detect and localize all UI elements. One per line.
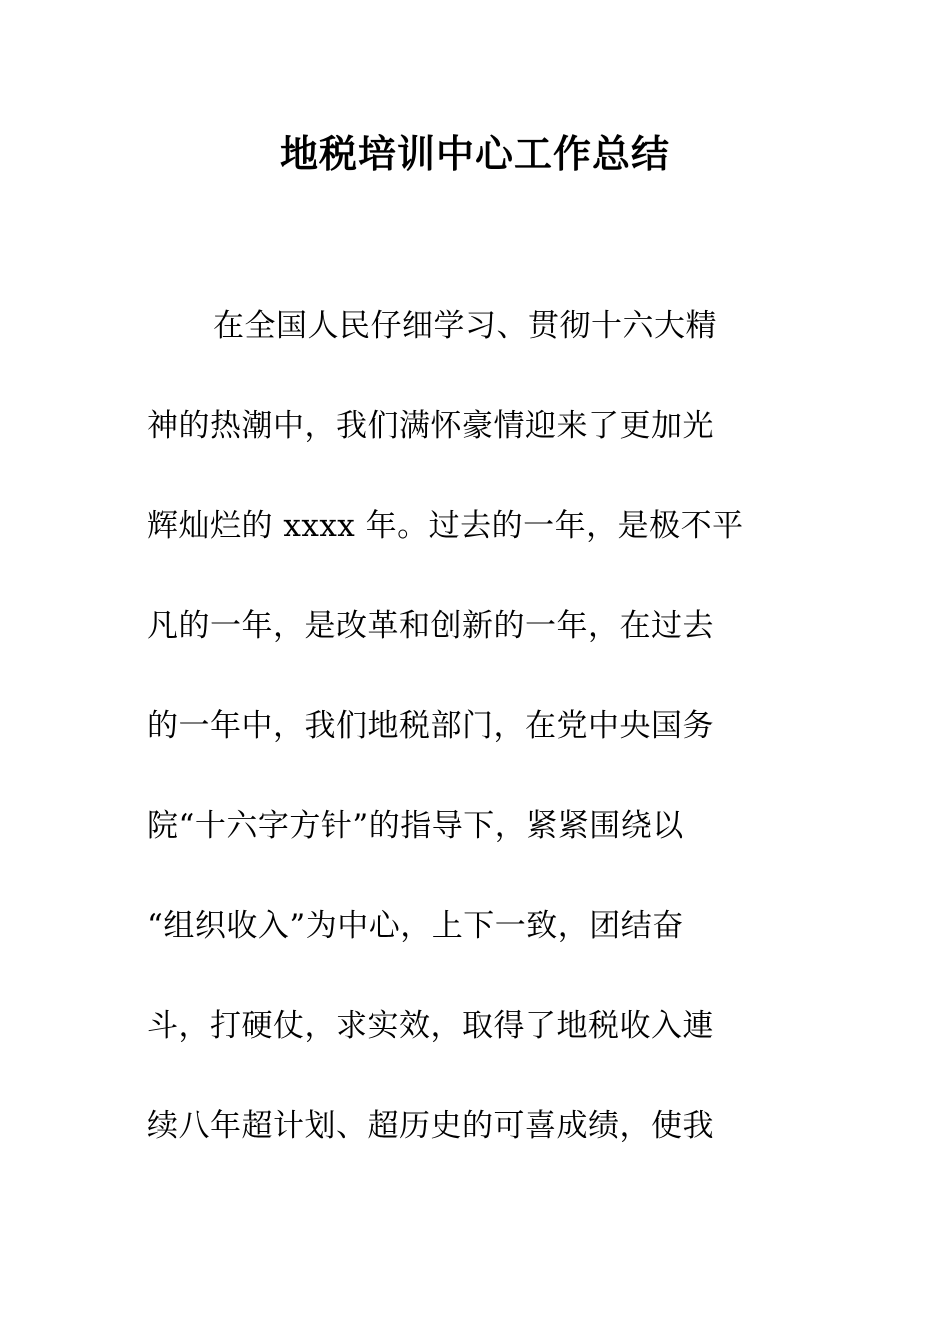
paragraph-line: 辉灿烂的 xxxx 年。过去的一年，是极不平: [147, 508, 744, 544]
paragraph-line: 在全国人民仔细学习、贯彻十六大精: [213, 308, 717, 344]
paragraph-line: 续八年超计划、超历史的可喜成绩，使我: [147, 1108, 714, 1144]
document-body: [147, 300, 807, 1200]
paragraph-line: 凡的一年，是改革和创新的一年，在过去: [147, 608, 714, 644]
paragraph-line: “组织收入”为中心，上下一致，团结奋: [147, 908, 684, 944]
paragraph-line: 神的热潮中，我们满怀豪情迎来了更加光: [147, 408, 714, 444]
paragraph-line: 斗，打硬仗，求实效，取得了地税收入連: [147, 1008, 714, 1044]
paragraph-line: 的一年中，我们地税部门，在党中央国务: [147, 708, 714, 744]
paragraph-line: 院“十六字方针”的指导下，紧紧围绕以: [147, 808, 684, 844]
document-title: 地税培训中心工作总结: [279, 132, 670, 176]
